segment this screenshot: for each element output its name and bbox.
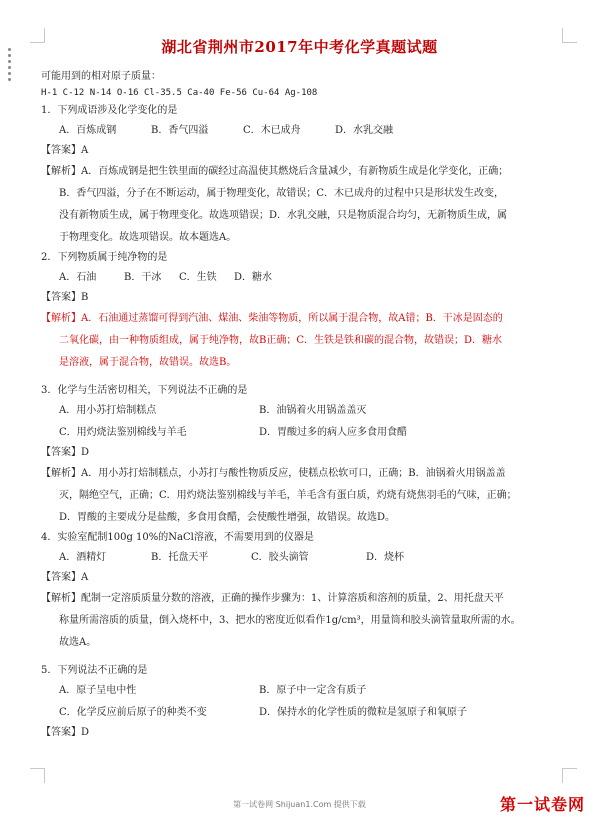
answer-value: B — [81, 292, 89, 303]
q3-option-c: C．用灼烧法鉴别棉线与羊毛 — [59, 426, 187, 438]
question-1-options — [41, 119, 581, 141]
corner-mark-bottom-right — [562, 768, 577, 783]
answer-label: 【答案】 — [41, 145, 81, 156]
analysis-label: 【解析】 — [41, 593, 81, 604]
question-3-stem: 3．化学与生活密切相关，下列说法不正确的是 — [41, 385, 248, 396]
answer-value: A — [81, 145, 89, 156]
analysis-line: 于物理变化。故选项错误。故本题选A。 — [59, 232, 237, 243]
question-3-answer — [41, 443, 581, 463]
question-3-analysis — [41, 463, 581, 529]
q2-option-c: C．生铁 — [179, 271, 217, 283]
q2-option-a: A．石油 — [59, 271, 97, 283]
question-5-stem: 5．下列说法不正确的是 — [41, 665, 148, 676]
analysis-line: A．石油通过蒸馏可得到汽油、煤油、柴油等物质，所以属于混合物，故A错；B．干冰是固态的 — [81, 313, 503, 324]
question-4-options — [41, 546, 581, 568]
analysis-label: 【解析】 — [41, 166, 81, 177]
question-5-options-row-1 — [41, 679, 581, 701]
question-4-analysis — [41, 588, 581, 654]
analysis-line: 灭，隔绝空气，正确；C．用灼烧法鉴别棉线与羊毛，羊毛含有蛋白质，灼烧有烧焦羽毛的气味，正确； — [59, 490, 517, 501]
answer-label: 【答案】 — [41, 727, 81, 738]
q5-option-a: A．原子呈电中性 — [59, 684, 137, 696]
q3-option-b: B．油锅着火用锅盖盖灭 — [259, 404, 367, 416]
analysis-line: 是溶液，属于混合物，故错误。故选B。 — [59, 357, 237, 368]
site-logo: 第一试卷网 — [499, 795, 585, 814]
question-2-analysis — [41, 308, 581, 374]
q1-option-d: D．水乳交融 — [335, 124, 394, 136]
q3-option-d: D．胃酸过多的病人应多食用食醋 — [259, 426, 408, 438]
q5-option-d: D．保持水的化学性质的微粒是氢原子和氧原子 — [259, 706, 468, 718]
question-5-options-row-2 — [41, 701, 581, 723]
atomic-mass-list: H-1 C-12 N-14 O-16 Cl-35.5 Ca-40 Fe-56 Cu-64 Ag-108 — [41, 88, 318, 98]
page-footer: 第一试卷网 Shijuan1.Com 提供下载 — [233, 800, 366, 809]
analysis-label: 【解析】 — [41, 313, 81, 324]
answer-value: A — [81, 572, 89, 583]
q4-option-d: D．烧杯 — [366, 551, 405, 563]
corner-mark-bottom-left — [30, 768, 45, 783]
q4-option-a: A．酒精灯 — [59, 551, 107, 563]
analysis-line: 故选A。 — [59, 637, 97, 648]
answer-label: 【答案】 — [41, 572, 81, 583]
q2-option-b: B．干冰 — [124, 271, 162, 283]
answer-value: D — [81, 447, 90, 458]
q2-option-d: D．糖水 — [234, 271, 273, 283]
q4-option-b: B．托盘天平 — [151, 551, 209, 563]
question-1-answer — [41, 141, 581, 161]
question-3-options-row-2 — [41, 421, 581, 443]
q1-option-a: A．百炼成钢 — [59, 124, 117, 136]
analysis-line: A．百炼成钢是把生铁里面的碳经过高温使其燃烧后含量减少，有新物质生成是化学变化，正确； — [81, 166, 509, 177]
question-2-answer — [41, 288, 581, 308]
q3-option-a: A．用小苏打焙制糕点 — [59, 404, 157, 416]
analysis-line: 二氧化碳，由一种物质组成，属于纯净物，故B正确；C．生铁是铁和碳的混合物，故错误；D．糖水 — [59, 335, 503, 346]
analysis-line: A．用小苏打焙制糕点，小苏打与酸性物质反应，使糕点松软可口，正确；B．油锅着火用锅盖盖 — [81, 468, 506, 479]
answer-value: D — [81, 727, 90, 738]
analysis-line: B．香气四溢，分子在不断运动，属于物理变化，故错误；C．木已成舟的过程中只是形状发生改变， — [59, 188, 504, 199]
q1-option-b: B．香气四溢 — [151, 124, 209, 136]
q4-option-c: C．胶头滴管 — [251, 551, 309, 563]
document-body — [41, 68, 581, 743]
question-2-options — [41, 266, 581, 288]
analysis-label: 【解析】 — [41, 468, 81, 479]
answer-label: 【答案】 — [41, 447, 81, 458]
page-title: 湖北省荆州市2017年中考化学真题试题 — [161, 38, 438, 56]
atomic-mass-intro: 可能用到的相对原子质量： — [41, 71, 161, 82]
answer-label: 【答案】 — [41, 292, 81, 303]
analysis-line: D．胃酸的主要成分是盐酸，多食用食醋，会使酸性增强，故错误。故选D。 — [59, 512, 396, 523]
question-5-answer — [41, 723, 581, 743]
q5-option-c: C．化学反应前后原子的种类不变 — [59, 706, 207, 718]
question-1-analysis — [41, 161, 581, 249]
question-4-stem: 4．实验室配制100g 10%的NaCl溶液，不需要用到的仪器是 — [41, 532, 314, 543]
q5-option-b: B．原子中一定含有质子 — [259, 684, 367, 696]
question-3-options-row-1 — [41, 399, 581, 421]
analysis-line: 称量所需溶质的质量，倒入烧杯中，3、把水的密度近似看作1g/cm³，用量筒和胶头滴管量取所需的水。 — [59, 615, 521, 626]
question-2-stem: 2．下列物质属于纯净物的是 — [41, 252, 168, 263]
analysis-line: 配制一定溶质质量分数的溶液，正确的操作步骤为：1、计算溶质和溶剂的质量，2、用托盘天平 — [81, 593, 504, 604]
question-4-answer — [41, 568, 581, 588]
q1-option-c: C．木已成舟 — [243, 124, 301, 136]
analysis-line: 没有新物质生成，属于物理变化。故选项错误；D．水乳交融，只是物质混合均匀，无新物质生成，属 — [59, 210, 508, 221]
question-1-stem: 1．下列成语涉及化学变化的是 — [41, 105, 178, 116]
